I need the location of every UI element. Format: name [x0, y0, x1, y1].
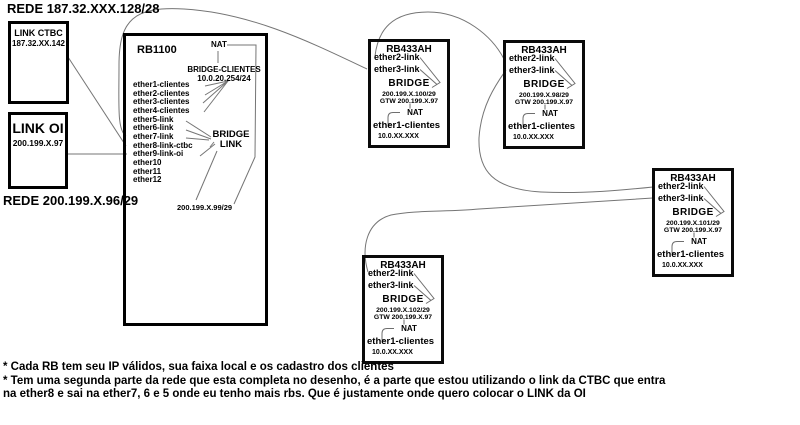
rb433ah-box-3 — [652, 168, 734, 277]
bridge-link-label-1: BRIDGE — [212, 129, 250, 140]
bridge-clientes-label: BRIDGE-CLIENTES — [187, 65, 261, 74]
port-ether11: ether11 — [133, 166, 162, 176]
rb433ah-box-4 — [362, 255, 444, 364]
lan-ip: 10.0.XX.XXX — [378, 133, 419, 140]
link-oi-box — [8, 112, 68, 189]
lan-ip: 10.0.XX.XXX — [513, 134, 554, 141]
diagram-notes — [3, 361, 665, 402]
port-ether12: ether12 — [133, 175, 162, 185]
port-ether1-clientes: ether1-clientes — [133, 80, 190, 89]
bridge-label: BRIDGE — [388, 78, 430, 89]
port-ether3-link: ether3-link — [374, 64, 420, 74]
port-ether10: ether10 — [133, 157, 162, 167]
port-ether1-clientes: ether1-clientes — [508, 121, 576, 132]
rb1100-bridge-link — [206, 130, 256, 149]
nat-label: NAT — [691, 237, 707, 246]
nat-label: NAT — [542, 109, 558, 118]
network-label-top: REDE 187.32.XXX.128/28 — [7, 1, 160, 16]
lan-ip: 10.0.XX.XXX — [662, 262, 703, 269]
nat-label: NAT — [407, 108, 423, 117]
device-title: RB433AH — [386, 44, 432, 55]
port-ether4-clientes: ether4-clientes — [133, 105, 190, 115]
bridge-ip: 200.199.X.102/29 — [376, 307, 430, 314]
gateway-ip: GTW 200.199.X.97 — [379, 98, 439, 105]
port-ether3-link: ether3-link — [509, 65, 555, 75]
bridge-clientes-ip: 10.0.20.254/24 — [197, 74, 251, 83]
port-ether2-link: ether2-link — [509, 53, 555, 63]
link-ctbc-box — [8, 21, 69, 104]
port-ether7-link: ether7-link — [133, 131, 174, 141]
bridge-label: BRIDGE — [672, 207, 714, 218]
rb1100-port-list — [133, 81, 193, 185]
rb1100-box — [123, 33, 268, 326]
port-ether2-link: ether2-link — [374, 52, 420, 62]
port-ether2-link: ether2-link — [658, 181, 704, 191]
bridge-label: BRIDGE — [382, 294, 424, 305]
port-ether3-link: ether3-link — [658, 193, 704, 203]
bridge-label: BRIDGE — [523, 79, 565, 90]
link-oi-title: LINK OI — [12, 120, 64, 136]
network-label-bottom: REDE 200.199.X.96/29 — [3, 193, 139, 208]
port-ether8-link-ctbc: ether8-link-ctbc — [133, 140, 193, 150]
lan-ip: 10.0.XX.XXX — [372, 349, 413, 356]
bridge-ip: 200.199.X.98/29 — [519, 92, 569, 99]
link-ctbc-to-ether8-wire — [68, 57, 126, 146]
port-ether1-clientes: ether1-clientes — [367, 336, 435, 347]
gateway-ip: GTW 200.199.X.97 — [663, 227, 723, 234]
gateway-ip: GTW 200.199.X.97 — [373, 314, 433, 321]
rb433ah-box-1 — [368, 39, 450, 148]
device-title: RB433AH — [521, 45, 567, 56]
device-title: RB433AH — [670, 173, 716, 184]
rb433ah-box-2 — [503, 40, 585, 149]
note-line-3: na ether8 e sai na ether7, 6 e 5 onde eu tenho mais rbs. Que é justamente onde quero colocar o LINK da OI — [3, 388, 586, 401]
link-ctbc-title: LINK CTBC — [14, 28, 63, 38]
nat-label: NAT — [401, 324, 417, 333]
link-oi-ip: 200.199.X.97 — [12, 138, 64, 148]
bridge-ip: 200.199.X.101/29 — [666, 220, 720, 227]
port-ether1-clientes: ether1-clientes — [657, 249, 725, 260]
rb1100-title: RB1100 — [137, 44, 177, 56]
port-ether3-clientes: ether3-clientes — [133, 97, 190, 107]
gateway-ip: GTW 200.199.X.97 — [514, 99, 574, 106]
port-ether6-link: ether6-link — [133, 123, 174, 133]
port-ether2-clientes: ether2-clientes — [133, 88, 190, 98]
link-ctbc-ip: 187.32.XX.142 — [12, 39, 65, 48]
note-line-2: * Tem uma segunda parte da rede que esta completa no desenho, é a parte que estou utilizando o link da CTBC que entra — [3, 374, 666, 387]
note-line-1: * Cada RB tem seu IP válidos, sua faixa local e os cadastro dos clientes — [3, 361, 394, 373]
device-title: RB433AH — [380, 260, 426, 271]
port-ether9-link-oi: ether9-link-oi — [133, 149, 184, 159]
rb1100-nat-label: NAT — [211, 40, 227, 49]
port-ether3-link: ether3-link — [368, 280, 414, 290]
bridge-link-label-2: LINK — [219, 138, 243, 150]
port-ether2-link: ether2-link — [368, 268, 414, 278]
port-ether1-clientes: ether1-clientes — [373, 120, 441, 131]
bridge-ip: 200.199.X.100/29 — [382, 91, 436, 98]
port-ether5-link: ether5-link — [133, 114, 174, 124]
rb1100-wan-ip: 200.199.X.99/29 — [177, 203, 233, 212]
